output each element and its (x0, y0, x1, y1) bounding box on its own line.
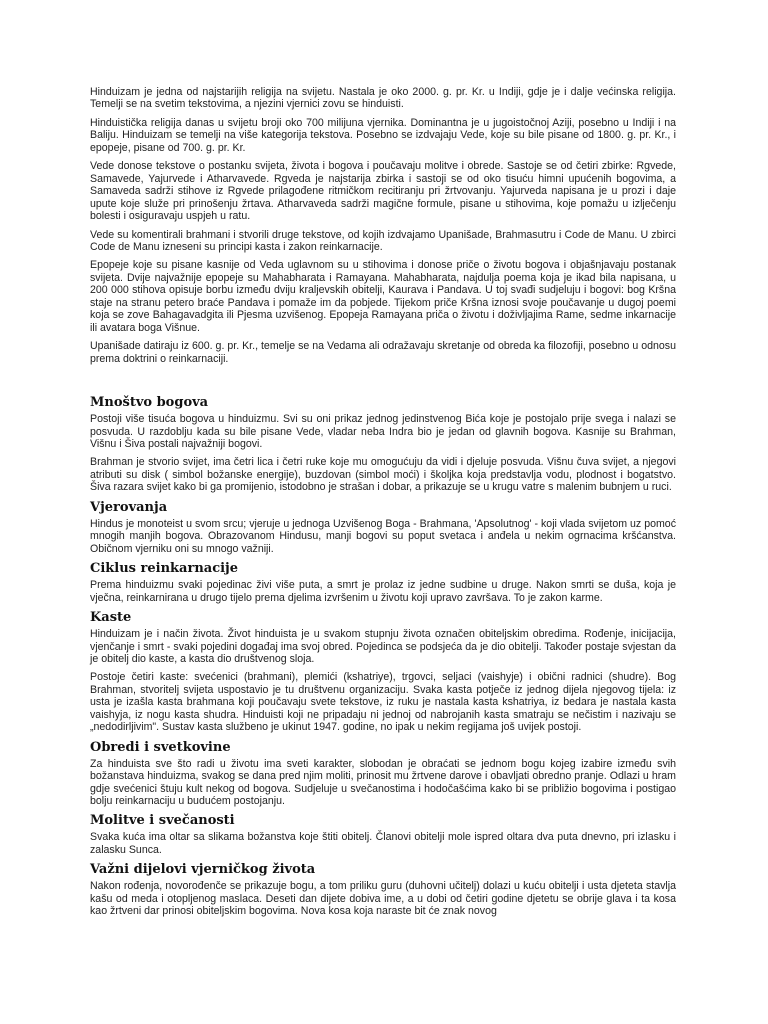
intro-section (90, 86, 676, 365)
section-vazni-dijelovi (90, 862, 676, 917)
section-paragraph: Svaka kuća ima oltar sa slikama božanstva koje štiti obitelj. Članovi obitelji mole ispred oltara dva puta dnevno, pri izlasku i zalasku Sunca. (90, 831, 676, 856)
intro-paragraph-5: Epopeje koje su pisane kasnije od Veda uglavnom su u stihovima i donose priče o životu bogova i objašnjavaju postanak svijeta. Dvije najvažnije epopeje su Mahabharata i Ramayana. Mahabharata, najdulja poema koja je ikad bila napisana, u 200 000 stihova opisuje borbu između dviju kraljevskih obitelji, Kaurava i Pandava. U toj svađi sudjeluju i bogovi: bog Kršna staje na stranu petero braće Pandava i pomaže im da pobjede. Tijekom priče Kršna iznosi svoje poučavanje u dugoj poemi koja se zove Bahagavadgita ili Pjesma uzvišenog. Epopeja Ramayana priča o životu i doživljajima Rame, sedme inkarnacije ili avatara boga Višnue. (90, 259, 676, 334)
intro-paragraph-3: Vede donose tekstove o postanku svijeta, života i bogova i poučavaju molitve i obrede. Sastoje se od četiri zbirke: Rgvede, Samavede, Yajurvede i Atharvavede. Rgveda je najstarija zbirka i sastoji se od oko tisuću himni upućenih bogovima, a Samaveda sadrži stihove iz Rgvede prilagođene ritmičkom recitiranju pri žrtvovanju. Yajurveda napisana je u prozi i daje upute koje služe pri prinošenju žrtava. Atharvaveda sadrži magične formule, pisane u stihovima, koje pomažu u izlječenju bolesti i osiguravaju uspjeh u ratu. (90, 160, 676, 223)
intro-paragraph-2: Hinduistička religija danas u svijetu broji oko 700 milijuna vjernika. Dominantna je u jugoistočnoj Aziji, posebno u Indiji i na Baliju. Hinduizam se temelji na više kategorija tekstova. Posebno se izdvajaju Vede, koje su bile pisane od 1800. g. pr. Kr., i epopeje, pisane od 700. g. pr. Kr. (90, 116, 676, 154)
section-heading: Kaste (90, 610, 132, 626)
section-heading: Ciklus reinkarnacije (90, 561, 239, 577)
section-paragraph: Hindus je monoteist u svom srcu; vjeruje u jednoga Uzvišenog Boga - Brahmana, 'Apsolutnog' - koji vlada svijetom uz pomoć mnogih manjih bogova. Obrazovanom Hindusu, manji bogovi su poput svetaca i anđela u nekim ogrnacima kršćanstva. Običnom vjerniku oni su mnogo važniji. (90, 517, 676, 555)
section-paragraph: Nakon rođenja, novorođenče se prikazuje bogu, a tom priliku guru (duhovni učitelj) dolazi u kuću obitelji i usta djeteta stavlja kašu od meda i otopljenog maslaca. Deseti dan dijete dobiva ime, a u dobi od četiri godine djetetu se obrije glava i ta kosa kao žrtveni dar prinosi obiteljskim bogovima. Nova kosa koja naraste bit će znak novog (90, 880, 676, 918)
section-heading: Važni dijelovi vjerničkog života (90, 862, 316, 878)
section-paragraph: Za hinduista sve što radi u životu ima sveti karakter, slobodan je obraćati se jednom bogu kojeg izabire između svih božanstava hinduizma, svakog se dana pred njim moliti, prinosit mu žrtvene darove i obavljati obredno pranje. Odlazi u hram gdje svećenici štuju kult nekog od bogova. Sudjeluje u svečanostima i hodočašćima kako bi se približio bogovima i postigao bolju reinkarnaciju u budućem postojanju. (90, 757, 676, 808)
intro-paragraph-4: Vede su komentirali brahmani i stvorili druge tekstove, od kojih izdvajamo Upanišade, Brahmasutru i Code de Manu. U zbirci Code de Manu izneseni su principi kasta i zakon reinkarnacije. (90, 228, 676, 253)
section-vjerovanja (90, 500, 676, 555)
intro-paragraph-1: Hinduizam je jedna od najstarijih religija na svijetu. Nastala je oko 2000. g. pr. Kr. u Indiji, gdje je i dalje većinska religija. Temelji se na svetim tekstovima, a njezini vjernici zovu se hinduisti. (90, 86, 676, 111)
section-paragraph: Postoji više tisuća bogova u hinduizmu. Svi su oni prikaz jednog jedinstvenog Bića koje je postojalo prije svega i nalazi se posvuda. U razdoblju kada su bile pisane Vede, vladar neba Indra bio je jedan od glavnih bogova. Kasnije su Brahman, Višnu i Šiva postali najvažniji bogovi. (90, 413, 676, 450)
section-mnostvo-bogova (90, 395, 676, 494)
section-ciklus-reinkarnacije (90, 561, 676, 604)
section-heading: Vjerovanja (90, 499, 168, 515)
section-heading: Molitve i svečanosti (90, 813, 235, 829)
section-molitve-i-svecanosti (90, 813, 676, 856)
section-paragraph: Postoje četiri kaste: svećenici (brahmani), plemići (kshatriye), trgovci, seljaci (vaishyje) i obični radnici (shudre). Bog Brahman, stvoritelj svijeta uspostavio je tu društvenu organizaciju. Svaka kasta potječe iz jednog dijela njegovog tijela: iz usta je izašla kasta brahmana koji poučavaju svete tekstove, iz ruku je nastala kasta kshatriya, iz bedara je nastala kasta vaishyja, iz nogu kasta shudra. Hinduisti koji ne pripadaju ni jednoj od nabrojanih kasta smatraju se nečistim i nazivaju se „nedodirljivim". Sustav kasta službeno je ukinut 1947. godine, no ipak u nekim regijama još uvijek postoji. (90, 671, 676, 734)
section-heading: Mnoštvo bogova (90, 395, 209, 411)
section-paragraph: Hinduizam je i način života. Život hinduista je u svakom stupnju života označen obiteljskim obredima. Rođenje, inicijacija, vjenčanje i smrt - svaki pojedini događaj ima svoj obred. Pojedinca se podsjeća da je dio obitelji. Također postaje svjestan da je obitelj dio kaste, a kasta dio društvenog sloja. (90, 628, 676, 665)
section-obredi-i-svetkovine (90, 740, 676, 808)
intro-paragraph-6: Upanišade datiraju iz 600. g. pr. Kr., temelje se na Vedama ali odražavaju skretanje od obreda ka filozofiji, posebno u odnosu prema doktrini o reinkarnaciji. (90, 340, 676, 365)
section-paragraph: Prema hinduizmu svaki pojedinac živi više puta, a smrt je prolaz iz jedne sudbine u druge. Nakon smrti se duša, koja je vječna, reinkarnirana u drugo tijelo prema djelima izvršenim u životu koji upravo završava. To je zakon karme. (90, 579, 676, 604)
section-heading: Obredi i svetkovine (90, 739, 231, 755)
section-paragraph: Brahman je stvorio svijet, ima četri lica i četri ruke koje mu omogućuju da vidi i djeluje posvuda. Višnu čuva svijet, a njegovi atributi su disk ( simbol božanske energije), buzdovan (simbol moći) i školjka koja predstavlja vodu, plodnost i bogatstvo. Šiva razara svijet kako bi ga promijenio, istodobno je strašan i dobar, a prikazuje se u krugu vatre s malenim bubnjem u ruci. (90, 456, 676, 494)
document-page (90, 86, 676, 924)
section-kaste (90, 610, 676, 734)
